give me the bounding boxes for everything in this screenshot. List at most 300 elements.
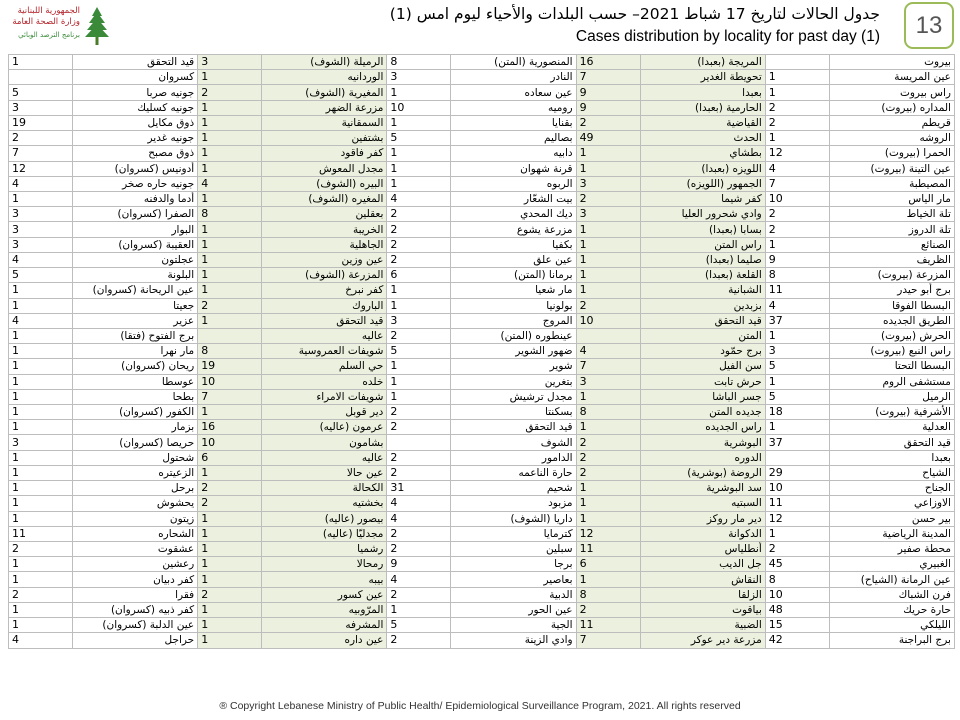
locality-cell: بسابا (بعبدا): [640, 222, 765, 237]
case-count-cell: 4: [387, 511, 451, 526]
case-count-cell: 3: [9, 100, 73, 115]
case-count-cell: 5: [9, 85, 73, 100]
case-count-cell: 1: [198, 146, 262, 161]
case-count-cell: 9: [765, 252, 829, 267]
locality-cell: البلونة: [73, 268, 198, 283]
case-count-cell: 1: [198, 115, 262, 130]
locality-cell: بيصور (عاليه): [262, 511, 387, 526]
locality-cell: دابيه: [451, 146, 576, 161]
case-count-cell: 2: [765, 222, 829, 237]
locality-cell: بعقلين: [262, 207, 387, 222]
locality-cell: بعبدا: [829, 450, 954, 465]
table-row: [9, 557, 955, 572]
case-count-cell: 3: [198, 55, 262, 70]
table-row: [9, 313, 955, 328]
case-count-cell: 1: [387, 115, 451, 130]
case-count-cell: 37: [765, 435, 829, 450]
page-number: 13: [904, 2, 954, 49]
table-row: [9, 542, 955, 557]
locality-cell: بعاصير: [451, 572, 576, 587]
case-count-cell: 1: [9, 283, 73, 298]
case-count-cell: 11: [576, 542, 640, 557]
locality-cell: الطريق الجديده: [829, 313, 954, 328]
case-count-cell: 1: [387, 359, 451, 374]
locality-cell: أنطلياس: [640, 542, 765, 557]
case-count-cell: 1: [765, 374, 829, 389]
locality-cell: ريحان (كسروان): [73, 359, 198, 374]
case-count-cell: 1: [576, 268, 640, 283]
case-count-cell: 1: [387, 283, 451, 298]
table-row: [9, 602, 955, 617]
table-row: [9, 191, 955, 206]
case-count-cell: 5: [387, 618, 451, 633]
locality-cell: وادي شحرور العليا: [640, 207, 765, 222]
title-english: Cases distribution by locality for past day (1): [575, 28, 880, 45]
case-count-cell: 1: [9, 389, 73, 404]
case-count-cell: 3: [765, 344, 829, 359]
case-count-cell: 12: [9, 161, 73, 176]
case-count-cell: 1: [9, 298, 73, 313]
locality-cell: عينطوره (المتن): [451, 328, 576, 343]
case-count-cell: 5: [765, 389, 829, 404]
locality-cell: برج الفتوح (فتقا): [73, 328, 198, 343]
locality-cell: الباروك: [262, 298, 387, 313]
case-count-cell: 1: [765, 526, 829, 541]
case-count-cell: 2: [387, 420, 451, 435]
case-count-cell: 11: [765, 283, 829, 298]
locality-cell: الدامور: [451, 450, 576, 465]
locality-cell: مستشفى الروم: [829, 374, 954, 389]
case-count-cell: 1: [198, 465, 262, 480]
locality-cell: الحدث: [640, 131, 765, 146]
case-count-cell: [765, 55, 829, 70]
case-count-cell: 4: [387, 496, 451, 511]
locality-cell: الجناح: [829, 481, 954, 496]
locality-cell: رشميا: [262, 542, 387, 557]
case-count-cell: 1: [765, 237, 829, 252]
case-count-cell: 49: [576, 131, 640, 146]
case-count-cell: 1: [387, 161, 451, 176]
case-count-cell: 48: [765, 602, 829, 617]
locality-cell: ذوق مكايل: [73, 115, 198, 130]
locality-cell: الكفور (كسروان): [73, 405, 198, 420]
case-count-cell: 10: [198, 374, 262, 389]
locality-cell: الليلكي: [829, 618, 954, 633]
case-count-cell: 1: [576, 511, 640, 526]
locality-cell: بتغرين: [451, 374, 576, 389]
table-row: [9, 283, 955, 298]
case-count-cell: 11: [9, 526, 73, 541]
case-count-cell: 3: [9, 237, 73, 252]
case-count-cell: 1: [198, 633, 262, 648]
case-count-cell: 1: [9, 572, 73, 587]
case-count-cell: 2: [387, 252, 451, 267]
locality-cell: عين الريحانة (كسروان): [73, 283, 198, 298]
case-count-cell: 7: [576, 70, 640, 85]
title-arabic: جدول الحالات لتاريخ 17 شباط 2021– حسب البلدات والأحياء ليوم امس (1): [389, 5, 880, 23]
case-count-cell: 1: [9, 496, 73, 511]
locality-cell: روميه: [451, 100, 576, 115]
locality-cell: المرّوبيه: [262, 602, 387, 617]
locality-cell: البيره (الشوف): [262, 176, 387, 191]
locality-cell: الصنائع: [829, 237, 954, 252]
case-count-cell: 1: [387, 602, 451, 617]
locality-cell: مار الياس: [829, 191, 954, 206]
case-count-cell: 45: [765, 557, 829, 572]
case-count-cell: 1: [198, 313, 262, 328]
locality-cell: شويفات الامراء: [262, 389, 387, 404]
locality-cell: حارة الناعمه: [451, 465, 576, 480]
case-count-cell: 9: [576, 100, 640, 115]
case-count-cell: 1: [576, 237, 640, 252]
cases-table-body: [9, 55, 955, 649]
table-row: [9, 618, 955, 633]
table-row: [9, 115, 955, 130]
case-count-cell: 10: [765, 587, 829, 602]
locality-cell: السمقانية: [262, 115, 387, 130]
case-count-cell: 9: [387, 557, 451, 572]
locality-cell: المزرعة (بيروت): [829, 268, 954, 283]
locality-cell: قيد التحقق: [262, 313, 387, 328]
case-count-cell: 3: [9, 222, 73, 237]
table-row: [9, 435, 955, 450]
locality-cell: ذوق مصبح: [73, 146, 198, 161]
table-row: [9, 70, 955, 85]
case-count-cell: 7: [576, 633, 640, 648]
case-count-cell: 1: [198, 161, 262, 176]
case-count-cell: 1: [387, 298, 451, 313]
locality-cell: عين داره: [262, 633, 387, 648]
case-count-cell: 3: [576, 374, 640, 389]
case-count-cell: 3: [387, 70, 451, 85]
case-count-cell: 1: [576, 252, 640, 267]
locality-cell: مزرعة دير عوكر: [640, 633, 765, 648]
case-count-cell: 5: [387, 344, 451, 359]
case-count-cell: 1: [9, 359, 73, 374]
locality-cell: عين الرمانة (الشياح): [829, 572, 954, 587]
locality-cell: مزبود: [451, 496, 576, 511]
locality-cell: برجا: [451, 557, 576, 572]
case-count-cell: 1: [198, 542, 262, 557]
locality-cell: جديده المتن: [640, 405, 765, 420]
locality-cell: الجمهور (اللويزه): [640, 176, 765, 191]
table-row: [9, 405, 955, 420]
case-count-cell: [387, 435, 451, 450]
case-count-cell: 1: [387, 176, 451, 191]
case-count-cell: 1: [198, 100, 262, 115]
case-count-cell: 3: [9, 207, 73, 222]
case-count-cell: 2: [387, 450, 451, 465]
case-count-cell: 6: [387, 268, 451, 283]
case-count-cell: 4: [9, 252, 73, 267]
locality-cell: المغيرية (الشوف): [262, 85, 387, 100]
case-count-cell: 3: [576, 176, 640, 191]
locality-cell: الحمرا (بيروت): [829, 146, 954, 161]
locality-cell: برج أبو حيدر: [829, 283, 954, 298]
locality-cell: جونيه غدير: [73, 131, 198, 146]
case-count-cell: 1: [9, 450, 73, 465]
case-count-cell: 4: [198, 176, 262, 191]
case-count-cell: 2: [387, 633, 451, 648]
locality-cell: عين التينة (بيروت): [829, 161, 954, 176]
case-count-cell: 1: [9, 557, 73, 572]
locality-cell: شويفات العمروسية: [262, 344, 387, 359]
case-count-cell: 1: [198, 618, 262, 633]
locality-cell: الجاهلية: [262, 237, 387, 252]
case-count-cell: 5: [387, 131, 451, 146]
table-row: [9, 100, 955, 115]
locality-cell: مزرعة الضهر: [262, 100, 387, 115]
table-row: [9, 328, 955, 343]
locality-cell: بيت الشعّار: [451, 191, 576, 206]
case-count-cell: 12: [765, 511, 829, 526]
locality-cell: راس بيروت: [829, 85, 954, 100]
locality-cell: الكحالة: [262, 481, 387, 496]
locality-cell: العدلية: [829, 420, 954, 435]
locality-cell: عين الدلبة (كسروان): [73, 618, 198, 633]
locality-cell: الخريبة: [262, 222, 387, 237]
case-count-cell: 1: [576, 283, 640, 298]
table-row: [9, 252, 955, 267]
case-count-cell: 2: [576, 298, 640, 313]
locality-cell: عين علق: [451, 252, 576, 267]
case-count-cell: 4: [9, 633, 73, 648]
locality-cell: الشوف: [451, 435, 576, 450]
case-count-cell: 10: [576, 313, 640, 328]
case-count-cell: 1: [198, 526, 262, 541]
locality-cell: المروج: [451, 313, 576, 328]
locality-cell: بولونيا: [451, 298, 576, 313]
locality-cell: بطحا: [73, 389, 198, 404]
case-count-cell: 2: [576, 450, 640, 465]
case-count-cell: 8: [576, 587, 640, 602]
locality-cell: وادي الزينة: [451, 633, 576, 648]
locality-cell: فرن الشباك: [829, 587, 954, 602]
locality-cell: المزرعة (الشوف): [262, 268, 387, 283]
case-count-cell: 29: [765, 465, 829, 480]
cases-table: [8, 54, 955, 649]
case-count-cell: 1: [198, 237, 262, 252]
case-count-cell: 37: [765, 313, 829, 328]
locality-cell: الدوره: [640, 450, 765, 465]
case-count-cell: 11: [576, 618, 640, 633]
locality-cell: سبلين: [451, 542, 576, 557]
case-count-cell: 2: [387, 328, 451, 343]
case-count-cell: 18: [765, 405, 829, 420]
locality-cell: شوير: [451, 359, 576, 374]
locality-cell: الزعيتره: [73, 465, 198, 480]
case-count-cell: 1: [765, 420, 829, 435]
locality-cell: راس المتن: [640, 237, 765, 252]
locality-cell: القلعة (بعبدا): [640, 268, 765, 283]
locality-cell: حريصا (كسروان): [73, 435, 198, 450]
case-count-cell: 8: [387, 55, 451, 70]
locality-cell: الدبية: [451, 587, 576, 602]
case-count-cell: 6: [198, 450, 262, 465]
case-count-cell: [765, 450, 829, 465]
case-count-cell: 1: [765, 131, 829, 146]
case-count-cell: 1: [9, 420, 73, 435]
case-count-cell: 1: [576, 420, 640, 435]
table-row: [9, 55, 955, 70]
locality-cell: برج حمّود: [640, 344, 765, 359]
locality-cell: تحويطة الغدير: [640, 70, 765, 85]
locality-cell: بخشتيه: [262, 496, 387, 511]
case-count-cell: 2: [198, 298, 262, 313]
case-count-cell: 11: [765, 496, 829, 511]
locality-cell: الشياح: [829, 465, 954, 480]
case-count-cell: 2: [576, 435, 640, 450]
locality-cell: بكفيا: [451, 237, 576, 252]
case-count-cell: 1: [765, 85, 829, 100]
locality-cell: القياضية: [640, 115, 765, 130]
cases-table-wrapper: [8, 54, 954, 687]
case-count-cell: 1: [9, 465, 73, 480]
case-count-cell: 2: [198, 481, 262, 496]
case-count-cell: 1: [198, 131, 262, 146]
locality-cell: كفر دبيان: [73, 572, 198, 587]
locality-cell: السبتيه: [640, 496, 765, 511]
locality-cell: بياقوت: [640, 602, 765, 617]
locality-cell: عين كسور: [262, 587, 387, 602]
case-count-cell: 1: [9, 511, 73, 526]
table-row: [9, 481, 955, 496]
case-count-cell: 2: [198, 496, 262, 511]
case-count-cell: 1: [9, 602, 73, 617]
locality-cell: جونيه حاره صخر: [73, 176, 198, 191]
case-count-cell: 8: [198, 344, 262, 359]
table-row: [9, 374, 955, 389]
locality-cell: حي السلم: [262, 359, 387, 374]
table-row: [9, 359, 955, 374]
case-count-cell: 2: [576, 115, 640, 130]
table-row: [9, 207, 955, 222]
case-count-cell: 8: [576, 405, 640, 420]
locality-cell: الرميل: [829, 389, 954, 404]
table-row: [9, 511, 955, 526]
locality-cell: المشرفه: [262, 618, 387, 633]
locality-cell: بيبه: [262, 572, 387, 587]
case-count-cell: [198, 328, 262, 343]
locality-cell: جسر الباشا: [640, 389, 765, 404]
case-count-cell: 4: [765, 298, 829, 313]
case-count-cell: 5: [765, 359, 829, 374]
case-count-cell: 10: [198, 435, 262, 450]
table-row: [9, 465, 955, 480]
locality-cell: تلة الدروز: [829, 222, 954, 237]
locality-cell: عزير: [73, 313, 198, 328]
locality-cell: الضبية: [640, 618, 765, 633]
locality-cell: قريطم: [829, 115, 954, 130]
locality-cell: الدكوانة: [640, 526, 765, 541]
locality-cell: المريجة (بعبدا): [640, 55, 765, 70]
locality-cell: النادر: [451, 70, 576, 85]
locality-cell: المتن: [640, 328, 765, 343]
locality-cell: الحرش (بيروت): [829, 328, 954, 343]
case-count-cell: 1: [198, 70, 262, 85]
case-count-cell: 1: [198, 511, 262, 526]
case-count-cell: 10: [765, 191, 829, 206]
locality-cell: البوشرية: [640, 435, 765, 450]
case-count-cell: 2: [9, 131, 73, 146]
locality-cell: عجلتون: [73, 252, 198, 267]
case-count-cell: 10: [387, 100, 451, 115]
case-count-cell: 3: [9, 435, 73, 450]
case-count-cell: 2: [765, 542, 829, 557]
case-count-cell: 16: [576, 55, 640, 70]
locality-cell: سن الفيل: [640, 359, 765, 374]
table-row: [9, 344, 955, 359]
locality-cell: عوسطا: [73, 374, 198, 389]
case-count-cell: 1: [9, 191, 73, 206]
locality-cell: بصاليم: [451, 131, 576, 146]
case-count-cell: 1: [198, 191, 262, 206]
case-count-cell: 19: [198, 359, 262, 374]
case-count-cell: 2: [387, 237, 451, 252]
case-count-cell: 1: [576, 481, 640, 496]
case-count-cell: 5: [9, 268, 73, 283]
locality-cell: الوردانيه: [262, 70, 387, 85]
case-count-cell: 2: [765, 100, 829, 115]
locality-cell: يحشوش: [73, 496, 198, 511]
locality-cell: اللويزه (بعبدا): [640, 161, 765, 176]
locality-cell: ديك المحدي: [451, 207, 576, 222]
locality-cell: مار نهرا: [73, 344, 198, 359]
table-row: [9, 268, 955, 283]
locality-cell: كفر نبرخ: [262, 283, 387, 298]
locality-cell: الصفرا (كسروان): [73, 207, 198, 222]
locality-cell: برج البراجنة: [829, 633, 954, 648]
locality-cell: رعشين: [73, 557, 198, 572]
locality-cell: الأشرفية (بيروت): [829, 405, 954, 420]
locality-cell: الجية: [451, 618, 576, 633]
case-count-cell: 1: [9, 481, 73, 496]
case-count-cell: 12: [576, 526, 640, 541]
locality-cell: دير مار روكز: [640, 511, 765, 526]
case-count-cell: 1: [198, 268, 262, 283]
case-count-cell: 1: [576, 161, 640, 176]
case-count-cell: 1: [765, 328, 829, 343]
table-row: [9, 85, 955, 100]
locality-cell: جعيتا: [73, 298, 198, 313]
case-count-cell: 2: [387, 207, 451, 222]
logo-line-3: برنامج الترصد الوبائي: [18, 31, 80, 39]
locality-cell: البسطا الفوقا: [829, 298, 954, 313]
case-count-cell: 4: [765, 161, 829, 176]
case-count-cell: 2: [387, 405, 451, 420]
locality-cell: سد البوشرية: [640, 481, 765, 496]
locality-cell: قيد التحقق: [73, 55, 198, 70]
case-count-cell: 1: [198, 252, 262, 267]
locality-cell: عاليه: [262, 328, 387, 343]
case-count-cell: 15: [765, 618, 829, 633]
cedar-icon: [84, 6, 110, 46]
case-count-cell: 7: [198, 389, 262, 404]
locality-cell: حراجل: [73, 633, 198, 648]
case-count-cell: 42: [765, 633, 829, 648]
locality-cell: ضهور الشوير: [451, 344, 576, 359]
table-row: [9, 450, 955, 465]
locality-cell: الرميلة (الشوف): [262, 55, 387, 70]
locality-cell: البسطا التحتا: [829, 359, 954, 374]
case-count-cell: 1: [765, 70, 829, 85]
logo-line-2: وزارة الصحة العامة: [12, 17, 80, 27]
logo-line-1: الجمهورية اللبنانية: [17, 6, 80, 16]
case-count-cell: 4: [576, 344, 640, 359]
case-count-cell: 6: [576, 557, 640, 572]
table-row: [9, 131, 955, 146]
locality-cell: قيد التحقق: [451, 420, 576, 435]
